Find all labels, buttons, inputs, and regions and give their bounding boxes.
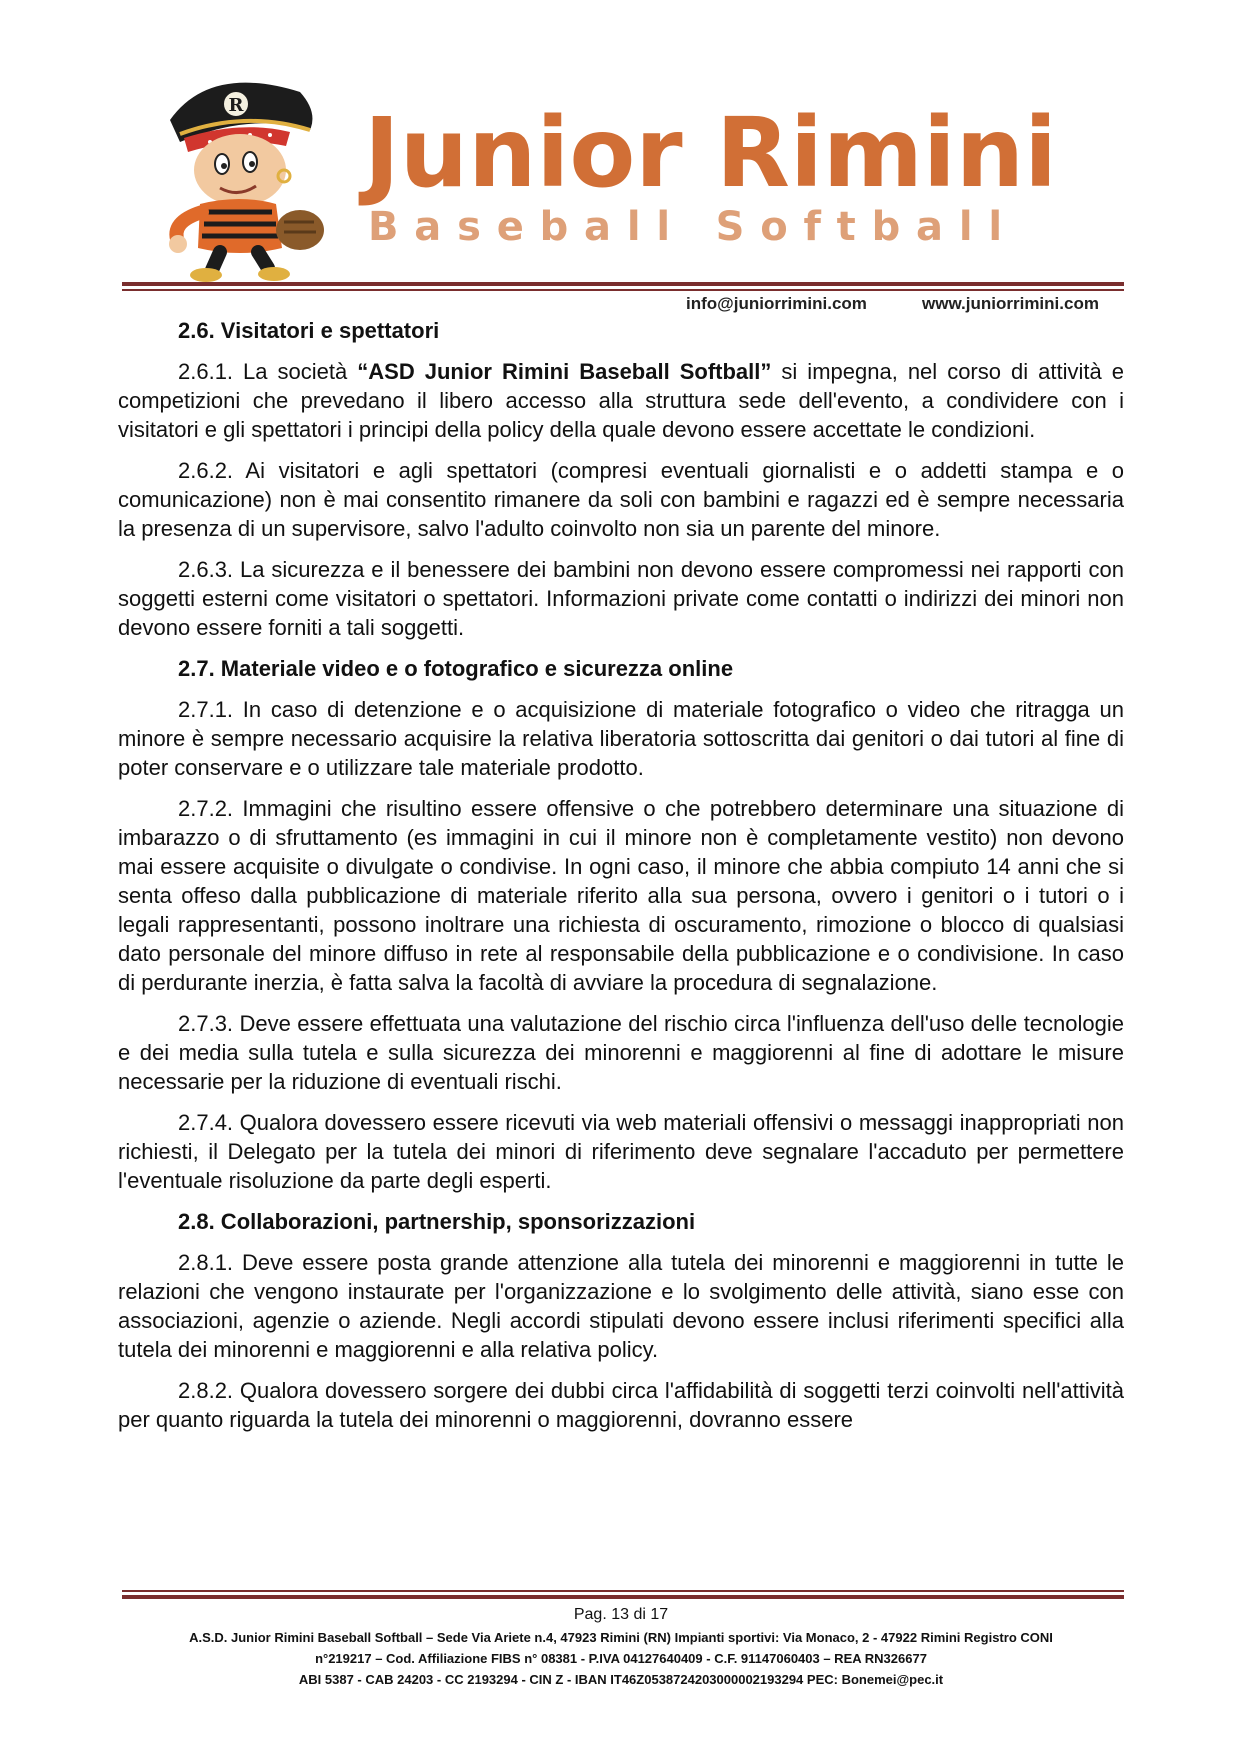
header-rule <box>122 282 1124 286</box>
paragraph-2-6-1-end: si impegna, nel corso di attività e competizioni che prevedano il libero accesso alla struttura sede dell'evento, a condividere con i visitatori e gli spettatori i principi della policy della quale devono essere accettate le condizioni. <box>118 359 1124 442</box>
document-body <box>118 316 1124 1446</box>
footer-registration: n°219217 – Cod. Affiliazione FIBS n° 08381 - P.IVA 04127640409 - C.F. 91147060403 – REA RN326677 <box>315 1651 927 1666</box>
section-heading-2-6: 2.6. Visitatori e spettatori <box>178 318 440 343</box>
paragraph-2-6-1-start: 2.6.1. La società <box>178 359 358 384</box>
footer-address: A.S.D. Junior Rimini Baseball Softball – Sede Via Ariete n.4, 47923 Rimini (RN) Impianti sportivi: Via Monaco, 2 - 47922 Rimini Registro CONI <box>189 1630 1053 1645</box>
contact-website[interactable]: www.juniorrimini.com <box>922 294 1099 313</box>
footer-rule <box>122 1595 1124 1599</box>
pirate-mascot-logo <box>150 72 330 282</box>
header-rule-thin <box>122 289 1124 291</box>
paragraph-2-6-2: 2.6.2. Ai visitatori e agli spettatori (compresi eventuali giornalisti e o addetti stampa e o comunicazione) non è mai consentito rimanere da soli con bambini e ragazzi ed è sempre necessaria la presenza di un supervisore, salvo l'adulto coinvolto non sia un parente del minore. <box>118 458 1124 541</box>
contact-email[interactable]: info@juniorrimini.com <box>686 294 867 313</box>
paragraph-2-8-2: 2.8.2. Qualora dovessero sorgere dei dubbi circa l'affidabilità di soggetti terzi coinvolti nell'attività per quanto riguarda la tutela dei minorenni o maggiorenni, dovranno essere <box>118 1378 1124 1432</box>
paragraph-2-7-1: 2.7.1. In caso di detenzione e o acquisizione di materiale fotografico o video che ritragga un minore è sempre necessario acquisire la relativa liberatoria sottoscritta dai genitori o dai tutori al fine di poter conservare e o utilizzare tale materiale prodotto. <box>118 697 1124 780</box>
organization-name: “ASD Junior Rimini Baseball Softball” <box>357 359 772 384</box>
section-heading-2-8: 2.8. Collaborazioni, partnership, sponsorizzazioni <box>178 1209 696 1234</box>
page-footer <box>100 1603 1142 1690</box>
paragraph-2-6-3: 2.6.3. La sicurezza e il benessere dei bambini non devono essere compromessi nei rapporti con soggetti esterni come visitatori o spettatori. Informazioni private come contatti o indirizzi dei minori non devono essere forniti a tali soggetti. <box>118 557 1124 640</box>
footer-rule-thin <box>122 1590 1124 1592</box>
mascot-hat-letter: R <box>228 95 244 116</box>
footer-bank-details: ABI 5387 - CAB 24203 - CC 2193294 - CIN Z - IBAN IT46Z0538724203000002193294 PEC: Bonemei@pec.it <box>298 1672 944 1687</box>
paragraph-2-7-2: 2.7.2. Immagini che risultino essere offensive o che potrebbero determinare una situazione di imbarazzo o di sfruttamento (es immagini in cui il minore non è completamente vestito) non devono mai essere acquisite o divulgate o condivise. In ogni caso, il minore che abbia compiuto 14 anni che si senta offeso dalla pubblicazione di materiale riferito alla sua persona, ovvero i genitori o i tutori o i legali rappresentanti, possono inoltrare una richiesta di oscuramento, rimozione o blocco di qualsiasi dato personale del minore diffuso in rete al responsabile della pubblicazione e o condivisione. In caso di perdurante inerzia, è fatta salva la facoltà di avviare la procedura di segnalazione. <box>118 796 1124 995</box>
brand-title: Junior Rimini <box>364 97 1058 209</box>
paragraph-2-7-4: 2.7.4. Qualora dovessero essere ricevuti via web materiali offensivi o messaggi inappropriati non richiesti, il Delegato per la tutela dei minori di riferimento deve segnalare l'accaduto per permettere l'eventuale risoluzione da parte degli esperti. <box>118 1110 1124 1193</box>
paragraph-2-7-3: 2.7.3. Deve essere effettuata una valutazione del rischio circa l'influenza dell'uso delle tecnologie e dei media sulla tutela e sulla sicurezza dei minorenni e maggiorenni al fine di adottare le misure necessarie per la riduzione di eventuali rischi. <box>118 1011 1124 1094</box>
brand-subtitle: Baseball Softball <box>368 204 1018 250</box>
section-heading-2-7: 2.7. Materiale video e o fotografico e sicurezza online <box>178 656 734 681</box>
paragraph-2-8-1: 2.8.1. Deve essere posta grande attenzione alla tutela dei minorenni e maggiorenni in tutte le relazioni che vengono instaurate per l'organizzazione e lo svolgimento delle attività, siano esse con associazioni, agenzie o aziende. Negli accordi stipulati devono essere inclusi riferimenti specifici alla tutela dei minorenni e maggiorenni e alla relativa policy. <box>118 1250 1124 1362</box>
page-number: Pag. 13 di 17 <box>573 1606 669 1623</box>
paragraph-2-6-1 <box>118 357 1124 444</box>
